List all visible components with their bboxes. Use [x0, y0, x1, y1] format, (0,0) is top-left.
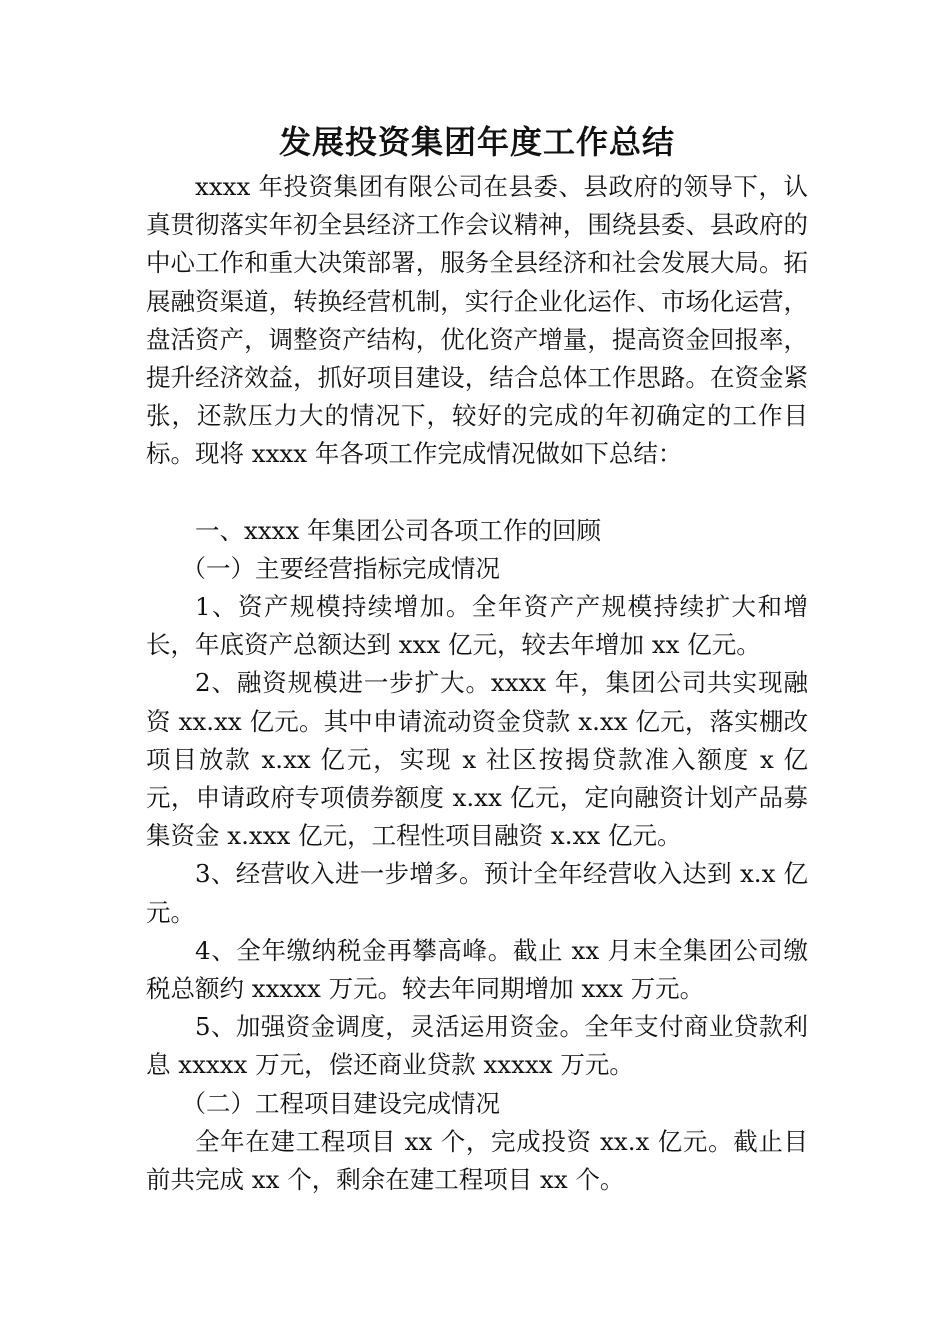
document-title: 发展投资集团年度工作总结: [278, 123, 675, 161]
document-page: [146, 118, 808, 1199]
list-item: 2、融资规模进一步扩大。xxxx 年，集团公司共实现融资 xx.xx 亿元。其中申请流动资金贷款 x.xx 亿元，落实棚改项目放款 x.xx 亿元，实现 x 社区按揭贷款准入额度 x 亿元，申请政府专项债券额度 x.xx 亿元，定向融资计划产品募集资金 x.xxx 亿元，工程性项目融资 x.xx 亿元。: [146, 668, 808, 851]
subsection-heading: （二）工程项目建设完成情况: [181, 1088, 501, 1118]
blank-line: [146, 474, 808, 512]
subsection-heading: （一）主要经营指标完成情况: [181, 553, 501, 583]
section-heading: 一、xxxx 年集团公司各项工作的回顾: [195, 515, 602, 545]
list-item: 3、经营收入进一步增多。预计全年经营收入达到 x.x 亿元。: [146, 859, 808, 927]
list-item: 1、资产规模持续增加。全年资产产规模持续扩大和增长，年底资产总额达到 xxx 亿元，较去年增加 xx 亿元。: [146, 592, 808, 660]
body-paragraph: 全年在建工程项目 xx 个，完成投资 xx.x 亿元。截止目前共完成 xx 个，剩余在建工程项目 xx 个。: [146, 1126, 808, 1195]
list-item: 4、全年缴纳税金再攀高峰。截止 xx 月末全集团公司缴税总额约 xxxxx 万元。较去年同期增加 xxx 万元。: [146, 935, 808, 1004]
intro-paragraph: xxxx 年投资集团有限公司在县委、县政府的领导下，认真贯彻落实年初全县经济工作会议精神，围绕县委、县政府的中心工作和重大决策部署，服务全县经济和社会发展大局。拓展融资渠道，转换经营机制，实行企业化运作、市场化运营，盘活资产，调整资产结构，优化资产增量，提高资金回报率，提升经济效益，抓好项目建设，结合总体工作思路。在资金紧张，还款压力大的情况下，较好的完成的年初确定的工作目标。现将 xxxx 年各项工作完成情况做如下总结：: [146, 172, 808, 469]
list-item: 5、加强资金调度，灵活运用资金。全年支付商业贷款利息 xxxxx 万元，偿还商业贷款 xxxxx 万元。: [146, 1012, 808, 1080]
